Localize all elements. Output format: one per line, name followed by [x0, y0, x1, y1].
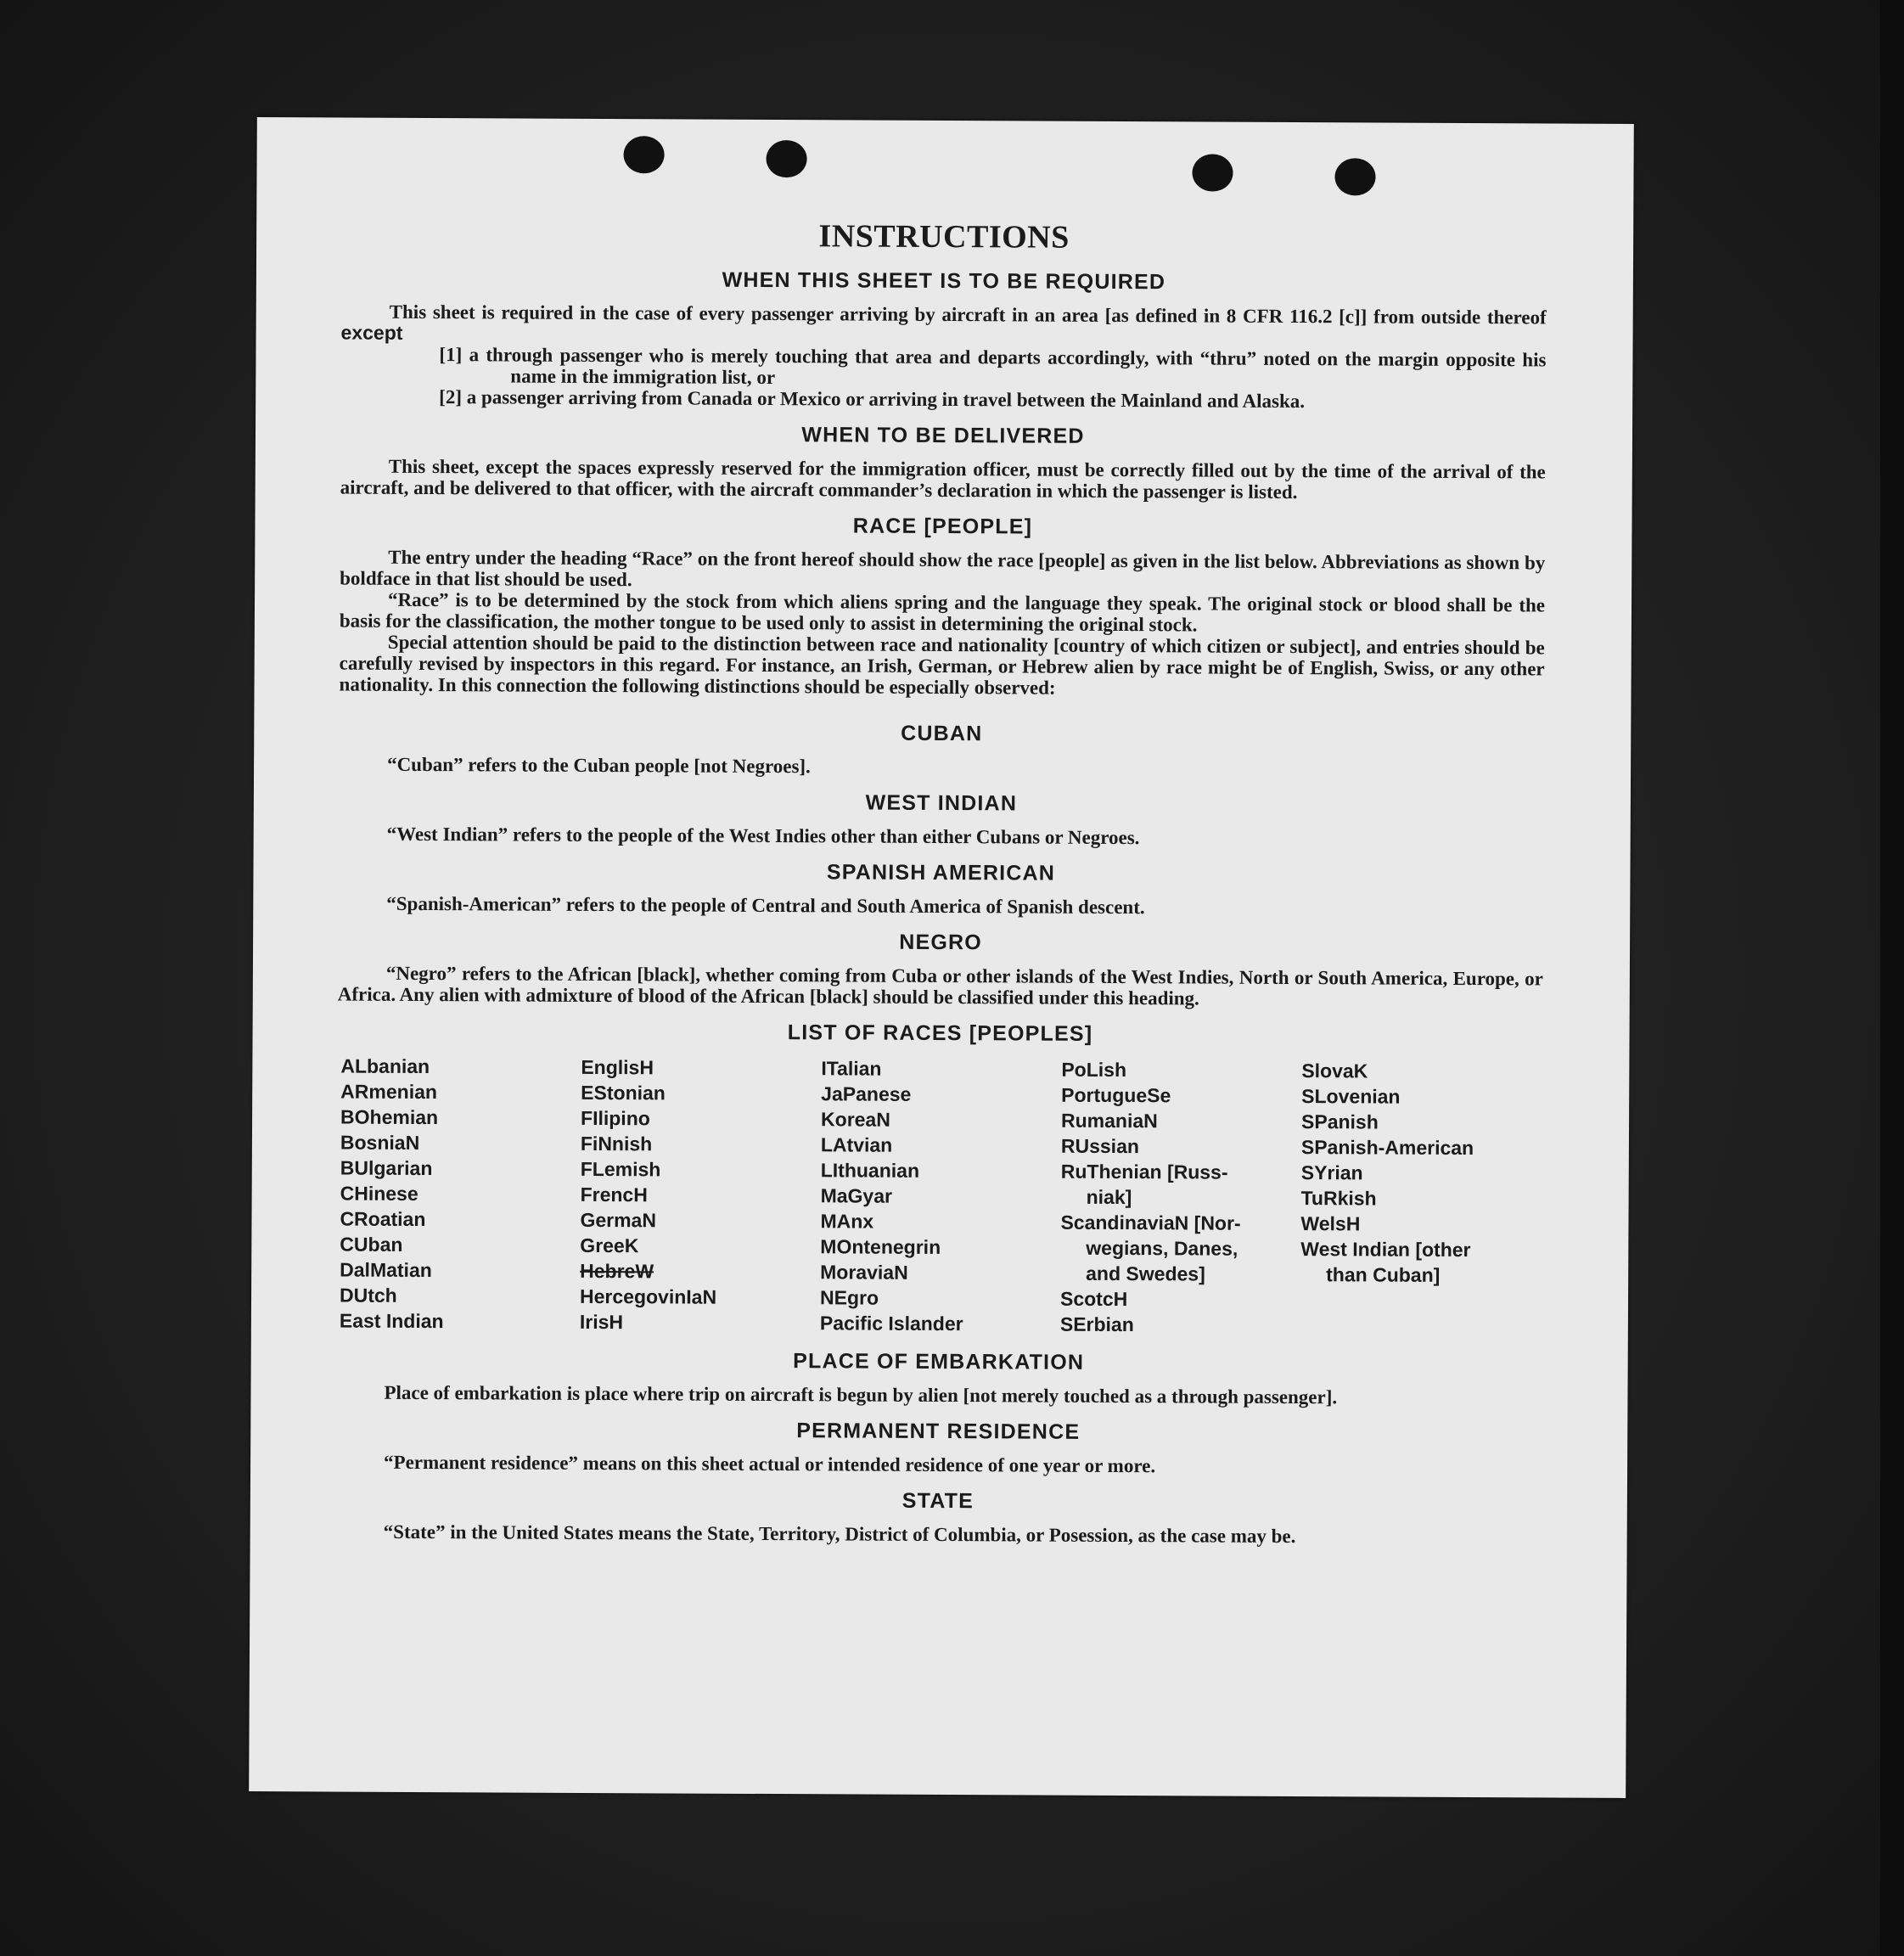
section-heading-required: WHEN THIS SHEET IS TO BE REQUIRED: [722, 267, 1166, 295]
race-list-item: LIthuanian: [820, 1159, 920, 1182]
race-list-item: PoLish: [1061, 1058, 1127, 1082]
race-list-item: TuRkish: [1300, 1187, 1377, 1210]
required-intro: [341, 301, 1547, 350]
section-heading-cuban: CUBAN: [901, 721, 983, 746]
race-list-item: MaGyar: [820, 1184, 893, 1207]
race-paragraph-1: The entry under the heading “Race” on the front hereof should show the race [people] as given in the list below. Abbreviations as shown by boldface in that list should be used.: [340, 546, 1546, 591]
race-list-item: SYrian: [1300, 1161, 1363, 1184]
race-list-item: SPanish-American: [1300, 1136, 1474, 1160]
race-list-item: CRoatian: [340, 1207, 426, 1231]
race-list-item: FIlipino: [581, 1106, 650, 1130]
race-list-item: FrencH: [580, 1183, 648, 1206]
document-body: [335, 216, 1547, 1548]
race-list-item: KoreaN: [821, 1108, 890, 1131]
required-intro-text: This sheet is required in the case of every passenger arriving by aircraft in an area [as defined in 8 CFR 116.2 [c]] from outside thereof: [389, 301, 1547, 329]
race-paragraph-2: “Race” is to be determined by the stock from which aliens spring and the language they speak. The original stock or blood shall be the basis for the classification, the mother tongue to be used only to assist in determining the original stock.: [339, 588, 1546, 636]
race-list: [336, 1054, 1543, 1340]
state-text: “State” in the United States means the State, Territory, District of Columbia, or Posession, as the case may be.: [383, 1520, 1296, 1548]
section-heading-negro: NEGRO: [899, 930, 982, 955]
race-list-item: ARmenian: [340, 1080, 438, 1104]
negro-text: “Negro” refers to the African [black], whether coming from Cuba or other islands of the West Indies, North or South America, Europe, or Africa. Any alien with admixture of blood of the African [black] should be classified under this heading.: [337, 962, 1543, 1009]
race-list-item: CHinese: [340, 1182, 418, 1205]
required-item-1: [1] a through passenger who is merely touching that area and departs accordingly, with “thru” noted on the margin opposite his name in the immigration list, or: [439, 344, 1547, 389]
race-list-item: ScandinaviaN [Nor-: [1060, 1211, 1241, 1234]
race-list-item: FLemish: [580, 1157, 661, 1181]
race-list-item: WelsH: [1300, 1212, 1361, 1235]
section-heading-embarkation: PLACE OF EMBARKATION: [793, 1349, 1085, 1374]
scanner-edge: [1880, 0, 1904, 1956]
race-list-item: RumaniaN: [1061, 1109, 1158, 1133]
race-list-item: BOhemian: [340, 1105, 439, 1129]
race-list-item: SlovaK: [1301, 1060, 1368, 1082]
race-list-item: West Indian [other: [1300, 1238, 1471, 1262]
race-column-2: [576, 1054, 818, 1335]
race-column-5: [1297, 1058, 1543, 1339]
race-list-item: IrisH: [579, 1310, 624, 1334]
race-list-item: NEgro: [819, 1286, 879, 1309]
race-list-item: Pacific Islander: [819, 1312, 963, 1335]
embarkation-text: Place of embarkation is place where trip on aircraft is begun by alien [not merely touched as a through passenger].: [384, 1381, 1338, 1408]
document-page: [249, 117, 1634, 1798]
race-list-item: GermaN: [580, 1208, 657, 1232]
race-list-item: BUlgarian: [340, 1156, 433, 1180]
section-heading-state: STATE: [901, 1488, 974, 1514]
race-list-item: PortugueSe: [1061, 1083, 1171, 1107]
race-list-item: HercegovinIaN: [579, 1284, 717, 1308]
residence-text: “Permanent residence” means on this sheet actual or intended residence of one year or more.: [384, 1451, 1156, 1477]
required-item-2: [2] a passenger arriving from Canada or Mexico or arriving in travel between the Mainland and Alaska.: [439, 386, 1306, 413]
punch-hole: [1192, 154, 1233, 191]
race-list-item: BosniaN: [340, 1131, 420, 1154]
section-heading-list-of-races: LIST OF RACES [PEOPLES]: [787, 1020, 1093, 1046]
race-list-item: RUssian: [1060, 1134, 1140, 1158]
race-paragraph-3: Special attention should be paid to the distinction between race and nationality [country of which citizen or subject], and entries should be carefully revised by inspectors in this regard. For instance, an Irish, German, or Hebrew alien by race might be of English, Swiss, or any other nationality. In this connection the following distinctions should be especially observed:: [339, 631, 1545, 699]
race-list-item-continuation: and Swedes]: [1086, 1262, 1205, 1285]
delivered-text: This sheet, except the spaces expressly reserved for the immigration officer, must be correctly filled out by the time of the arrival of the aircraft, and be delivered to that officer, with the aircraft commander’s declaration in which the passenger is listed.: [340, 455, 1546, 503]
race-list-item-struck: HebreW: [580, 1259, 654, 1283]
required-intro-keyword: except: [340, 321, 403, 344]
race-list-item: MoraviaN: [820, 1261, 908, 1284]
punch-hole: [1334, 158, 1375, 195]
race-list-item: FiNnish: [580, 1132, 653, 1155]
race-list-item-continuation: niak]: [1086, 1185, 1132, 1209]
punch-hole: [766, 140, 806, 177]
race-list-item: EnglisH: [581, 1055, 654, 1079]
race-list-item: RuThenian [Russ-: [1060, 1160, 1228, 1183]
section-heading-spanish-american: SPANISH AMERICAN: [826, 860, 1056, 885]
race-list-item: DUtch: [339, 1284, 397, 1307]
race-list-item: GreeK: [580, 1234, 639, 1257]
race-list-item: SPanish: [1300, 1110, 1379, 1133]
race-column-3: [817, 1055, 1059, 1336]
race-list-item: MAnx: [820, 1210, 874, 1233]
race-list-item: SLovenian: [1301, 1085, 1401, 1108]
race-column-1: [336, 1054, 578, 1335]
section-heading-residence: PERMANENT RESIDENCE: [796, 1419, 1081, 1444]
race-list-item: ScotcH: [1059, 1287, 1128, 1311]
section-heading-west-indian: WEST INDIAN: [865, 790, 1018, 816]
section-heading-race: RACE [PEOPLE]: [852, 514, 1033, 539]
race-column-4: [1057, 1057, 1299, 1338]
race-list-item: DalMatian: [340, 1258, 432, 1282]
race-list-item: SErbian: [1059, 1312, 1134, 1336]
race-list-item: EStonian: [581, 1081, 666, 1104]
spanish-american-text: “Spanish-American” refers to the people of Central and South America of Spanish descent.: [386, 892, 1145, 919]
race-list-item: MOntenegrin: [820, 1235, 941, 1258]
cuban-text: “Cuban” refers to the Cuban people [not Negroes].: [387, 753, 811, 778]
race-list-item: CUban: [340, 1233, 403, 1256]
punch-hole: [624, 136, 665, 173]
race-list-item: East Indian: [339, 1309, 444, 1333]
race-list-item: ALbanian: [340, 1054, 430, 1078]
race-list-item-continuation: than Cuban]: [1326, 1263, 1441, 1286]
west-indian-text: “West Indian” refers to the people of the West Indies other than either Cubans or Negroes.: [386, 823, 1140, 849]
race-list-item: JaPanese: [821, 1082, 912, 1105]
section-heading-delivered: WHEN TO BE DELIVERED: [801, 423, 1085, 448]
race-list-item: ITalian: [821, 1057, 882, 1080]
race-list-item-continuation: wegians, Danes,: [1086, 1236, 1238, 1260]
page-title: INSTRUCTIONS: [818, 218, 1070, 256]
race-list-item: LAtvian: [820, 1133, 893, 1156]
